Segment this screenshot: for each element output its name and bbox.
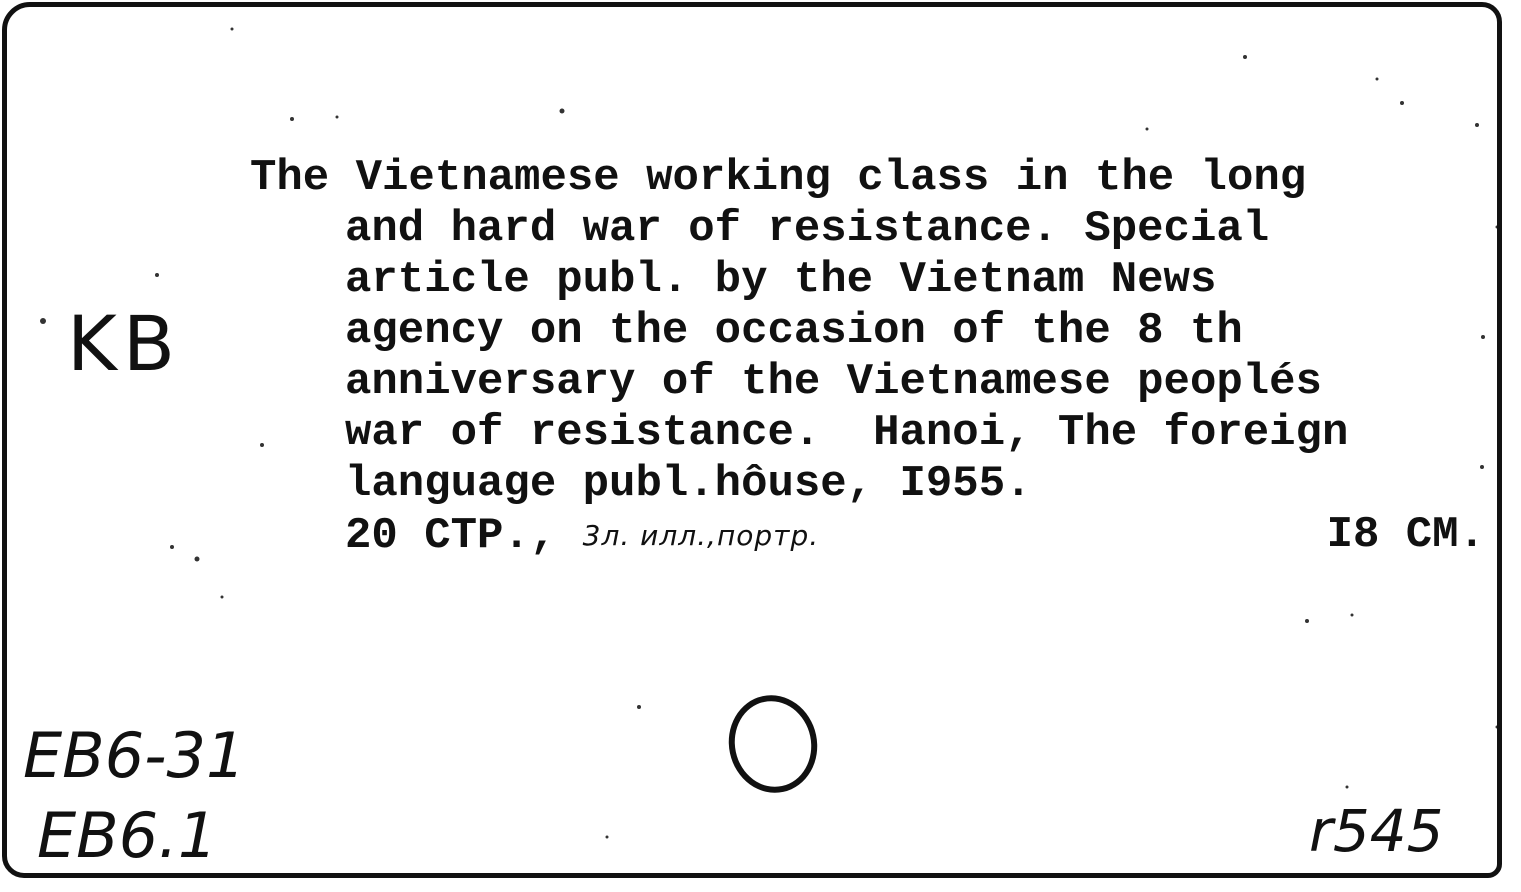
book-size: I8 CM. bbox=[1326, 510, 1485, 560]
card-number: r545 bbox=[1309, 797, 1444, 865]
collation-line bbox=[345, 510, 1485, 561]
title-line-5: anniversary of the Vietnamese peoplés bbox=[345, 357, 1322, 407]
collation-handwritten: 3л. илл.,портр. bbox=[582, 519, 820, 552]
shelf-mark-2: EB6.1 bbox=[37, 799, 218, 872]
title-line-4: agency on the occasion of the 8 th bbox=[345, 306, 1243, 356]
title-line-2: and hard war of resistance. Special bbox=[345, 204, 1270, 254]
title-line-1: The Vietnamese working class in the long bbox=[250, 153, 1307, 203]
collation-pages: 20 CTP., bbox=[345, 511, 557, 561]
title-line-7: language publ.hôuse, I955. bbox=[345, 459, 1032, 509]
title-continuation bbox=[345, 204, 1348, 510]
punch-hole bbox=[720, 687, 826, 801]
catalog-card bbox=[2, 2, 1502, 878]
handwritten-mark-kb: KB bbox=[67, 299, 181, 388]
shelf-mark-1: EB6-31 bbox=[23, 719, 246, 792]
title-line-3: article publ. by the Vietnam News bbox=[345, 255, 1217, 305]
title-line-6: war of resistance. Hanoi, The foreign bbox=[345, 408, 1349, 458]
